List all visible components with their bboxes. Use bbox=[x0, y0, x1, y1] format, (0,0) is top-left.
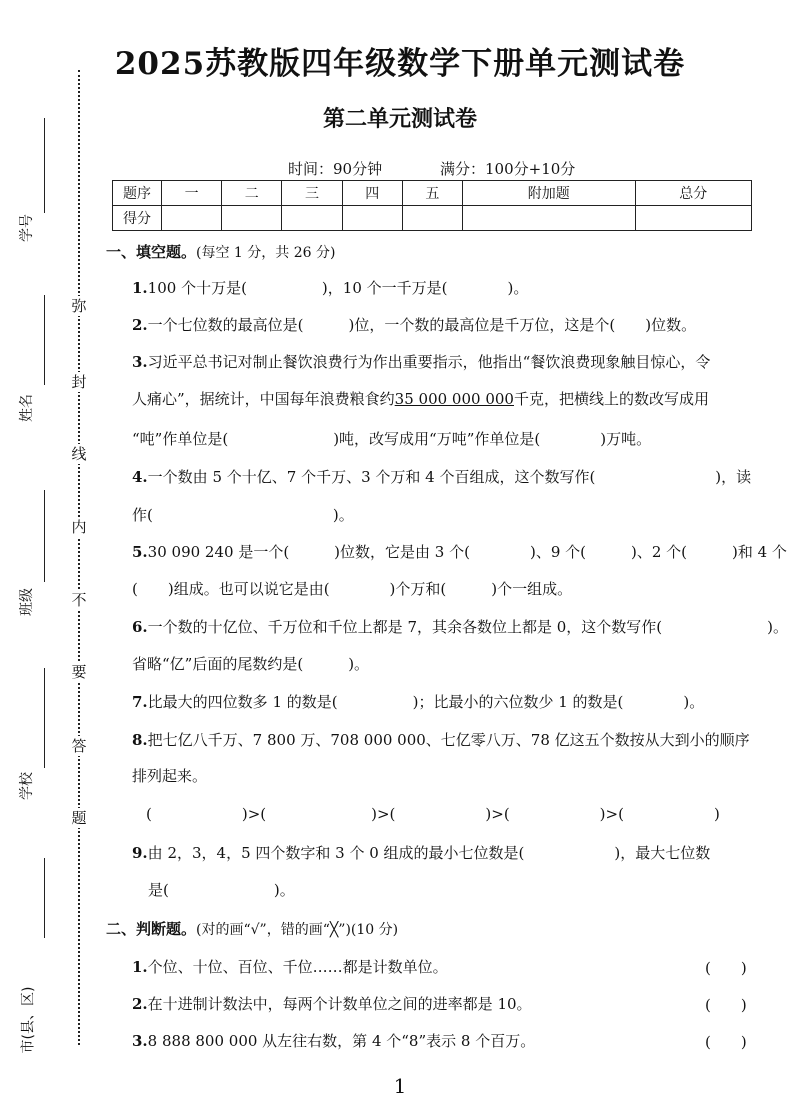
seal-char: 弥 bbox=[71, 297, 87, 315]
question-3-line3: “吨”作单位是( )吨，改写成用“万吨”作单位是( )万吨。 bbox=[132, 430, 652, 448]
score-input-cell[interactable] bbox=[463, 206, 636, 231]
question-3 bbox=[132, 352, 710, 372]
question-5 bbox=[132, 542, 787, 562]
score-input-cell[interactable] bbox=[162, 206, 222, 231]
section2-title: 二、判断题。 bbox=[106, 920, 197, 938]
score-input-cell[interactable] bbox=[342, 206, 402, 231]
question-text: 一个数的十亿位、千万位和千位上都是 7，其余各数位上都是 0，这个数写作( )。 bbox=[147, 618, 789, 636]
question-3-line2 bbox=[132, 389, 709, 409]
score-table-cell: 五 bbox=[402, 181, 462, 206]
score-table-cell: 二 bbox=[222, 181, 282, 206]
page-number: 1 bbox=[393, 1074, 407, 1098]
judge-question-2 bbox=[132, 994, 532, 1014]
question-7 bbox=[132, 692, 704, 712]
question-5-line2: ( )组成。也可以说它是由( )个万和( )个一组成。 bbox=[132, 580, 573, 598]
question-text: 比最大的四位数多 1 的数是( )；比最小的六位数少 1 的数是( )。 bbox=[147, 693, 705, 711]
question-8-line2: 排列起来。 bbox=[132, 767, 208, 785]
question-number: 3. bbox=[132, 1032, 148, 1050]
exam-time: 时间：90分钟 bbox=[288, 160, 383, 178]
section1-note: (每空 1 分，共 26 分) bbox=[196, 245, 336, 261]
question-number: 4. bbox=[132, 468, 148, 486]
question-number: 1. bbox=[132, 279, 148, 297]
question-text: 由 2，3，4，5 四个数字和 3 个 0 组成的最小七位数是( )，最大七位数 bbox=[147, 844, 711, 862]
score-table-score-row bbox=[113, 206, 752, 231]
question-6-line2: 省略“亿”后面的尾数约是( )。 bbox=[132, 655, 370, 673]
judge-question-3 bbox=[132, 1031, 535, 1051]
question-8-answer-line: ( )>( )>( )>( )>( ) bbox=[146, 805, 720, 823]
question-text: 100 个十万是( )，10 个一千万是( )。 bbox=[147, 279, 529, 297]
class-line bbox=[44, 490, 45, 582]
seal-char: 封 bbox=[71, 373, 87, 391]
score-table-header-row bbox=[113, 181, 752, 206]
section2-heading bbox=[106, 918, 398, 939]
question-number: 2. bbox=[132, 316, 148, 334]
question-number: 5. bbox=[132, 543, 148, 561]
question-1 bbox=[132, 278, 528, 298]
question-text: 把七亿八千万、7 800 万、708 000 000、七亿零八万、78 亿这五个数按从大到小的顺序 bbox=[147, 731, 750, 749]
question-9-line2: 是( )。 bbox=[148, 881, 295, 899]
seal-char: 答 bbox=[71, 737, 87, 755]
judge-question-1 bbox=[132, 957, 448, 977]
question-6 bbox=[132, 617, 788, 637]
question-text: 个位、十位、百位、千位……都是计数单位。 bbox=[147, 958, 448, 976]
question-number: 2. bbox=[132, 995, 148, 1013]
question-text: 习近平总书记对制止餐饮浪费行为作出重要指示，他指出“餐饮浪费现象触目惊心，令 bbox=[147, 353, 711, 371]
score-input-cell[interactable] bbox=[402, 206, 462, 231]
seal-char: 题 bbox=[71, 809, 87, 827]
answer-parentheses[interactable]: ( ) bbox=[705, 996, 747, 1014]
question-number: 6. bbox=[132, 618, 148, 636]
seal-char: 不 bbox=[71, 591, 87, 609]
score-table bbox=[112, 180, 752, 231]
page-subtitle: 第二单元测试卷 bbox=[322, 106, 477, 132]
question-number: 1. bbox=[132, 958, 148, 976]
school-label: 学校 bbox=[19, 772, 35, 800]
name-label: 姓名 bbox=[19, 394, 35, 422]
section1-title: 一、填空题。 bbox=[106, 243, 197, 261]
score-table-cell: 附加题 bbox=[463, 181, 636, 206]
answer-parentheses[interactable]: ( ) bbox=[705, 1033, 747, 1051]
score-table-cell: 总分 bbox=[635, 181, 751, 206]
seal-char: 线 bbox=[71, 445, 87, 463]
question-number: 9. bbox=[132, 844, 148, 862]
question-text: 一个七位数的最高位是( )位，一个数的最高位是千万位，这是个( )位数。 bbox=[147, 316, 697, 334]
answer-parentheses[interactable]: ( ) bbox=[705, 959, 747, 977]
question-4-line2: 作( )。 bbox=[132, 506, 354, 524]
question-2 bbox=[132, 315, 696, 335]
question-9 bbox=[132, 843, 710, 863]
section1-heading bbox=[106, 241, 335, 262]
question-number: 7. bbox=[132, 693, 148, 711]
score-input-cell[interactable] bbox=[222, 206, 282, 231]
school-line bbox=[44, 668, 45, 768]
question-text: 30 090 240 是一个( )位数，它是由 3 个( )、9 个( )、2 个( )和 4 个 bbox=[147, 543, 787, 561]
question-number: 8. bbox=[132, 731, 148, 749]
question-4 bbox=[132, 467, 751, 487]
score-table-cell: 四 bbox=[342, 181, 402, 206]
section2-note: (对的画“√”，错的画“╳”)(10 分) bbox=[196, 922, 399, 938]
score-table-cell: 三 bbox=[282, 181, 342, 206]
underlined-number: 35 000 000 000 bbox=[394, 390, 514, 408]
score-table-cell: 一 bbox=[162, 181, 222, 206]
full-score: 满分：100分+10分 bbox=[440, 160, 576, 178]
seal-char: 要 bbox=[71, 663, 87, 681]
score-input-cell[interactable] bbox=[282, 206, 342, 231]
question-text: 千克，把横线上的数改写成用 bbox=[513, 390, 709, 408]
score-table-cell: 题序 bbox=[113, 181, 162, 206]
question-text: 在十进制计数法中，每两个计数单位之间的进率都是 10。 bbox=[147, 995, 532, 1013]
name-line bbox=[44, 295, 45, 385]
question-8 bbox=[132, 730, 750, 750]
question-text: 8 888 800 000 从左往右数，第 4 个“8”表示 8 个百万。 bbox=[147, 1032, 536, 1050]
score-input-cell[interactable] bbox=[635, 206, 751, 231]
question-text: 人痛心”，据统计，中国每年浪费粮食约 bbox=[132, 390, 395, 408]
question-text: 一个数由 5 个十亿、7 个千万、3 个万和 4 个百组成，这个数写作( )，读 bbox=[147, 468, 752, 486]
class-label: 班级 bbox=[19, 588, 35, 616]
score-row-label: 得分 bbox=[113, 206, 162, 231]
city-line bbox=[44, 858, 45, 938]
page-title: 2025苏教版四年级数学下册单元测试卷 bbox=[114, 46, 686, 82]
city-label: 市(县、区) bbox=[20, 986, 37, 1054]
seal-char: 内 bbox=[71, 518, 87, 536]
seal-dotted-line bbox=[78, 70, 80, 1045]
student-id-label: 学号 bbox=[19, 214, 35, 242]
question-number: 3. bbox=[132, 353, 148, 371]
